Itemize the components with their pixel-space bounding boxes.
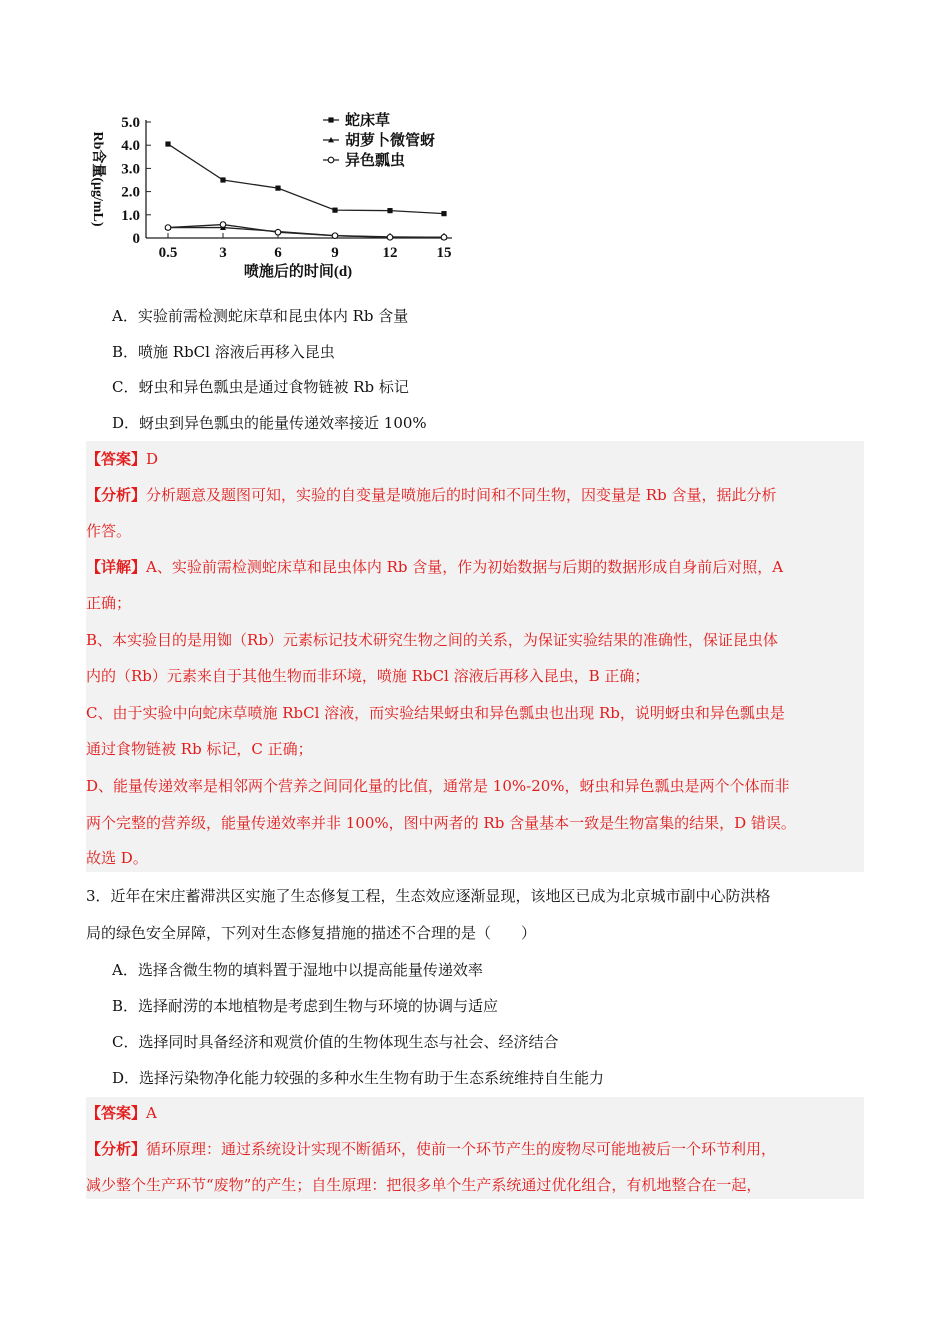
legend-marker-circle xyxy=(328,157,334,163)
q2-answer-line xyxy=(86,448,158,470)
x-tick-label: 12 xyxy=(382,245,398,261)
q2-detail-line-7: D、能量传递效率是相邻两个营养之间同化量的比值，通常是 10%-20%，蚜虫和异色瓢虫是两个个体而非 xyxy=(86,777,790,795)
analysis-text: 循环原理：通过系统设计实现不断循环，使前一个环节产生的废物尽可能地被后一个环节利用， xyxy=(146,1140,777,1158)
q3-answer-block xyxy=(86,1097,864,1199)
rb-content-line-chart xyxy=(80,104,470,289)
q3-option-a: A．选择含微生物的填料置于湿地中以提高能量传递效率 xyxy=(112,961,483,979)
x-tick-label: 15 xyxy=(436,245,452,261)
legend-marker-square xyxy=(328,117,333,122)
q2-detail-line-6: 通过食物链被 Rb 标记，C 正确； xyxy=(86,740,313,758)
q2-detail-line-1 xyxy=(86,556,783,578)
q3-answer-line xyxy=(86,1102,157,1124)
series-line xyxy=(168,225,444,238)
q2-detail-line-2: 正确； xyxy=(86,594,132,612)
data-point-square xyxy=(387,208,392,213)
data-point-square xyxy=(220,177,225,182)
q2-analysis-line xyxy=(86,484,776,506)
y-tick-label: 3.0 xyxy=(121,161,140,178)
x-tick-label: 3 xyxy=(219,245,227,261)
q3-stem-line-1: 3．近年在宋庄蓄滞洪区实施了生态修复工程，生态效应逐渐显现，该地区已成为北京城市副中心防洪格 xyxy=(86,887,771,905)
answer-tag: 【答案】 xyxy=(86,1104,147,1122)
data-point-circle xyxy=(441,235,447,241)
q3-stem-line-2: 局的绿色安全屏障，下列对生态修复措施的描述不合理的是（ ） xyxy=(86,924,537,942)
analysis-tag: 【分析】 xyxy=(86,486,147,504)
analysis-text: 分析题意及题图可知，实验的自变量是喷施后的时间和不同生物，因变量是 Rb 含量，据此分析 xyxy=(146,486,777,504)
analysis-tag: 【分析】 xyxy=(86,1140,147,1158)
q3-option-d: D．选择污染物净化能力较强的多种水生生物有助于生态系统维持自生能力 xyxy=(112,1069,605,1087)
q2-detail-line-8: 两个完整的营养级，能量传递效率并非 100%，图中两者的 Rb 含量基本一致是生物富集的结果，D 错误。 xyxy=(86,814,796,832)
y-tick-label: 2.0 xyxy=(121,184,140,201)
x-tick-label: 9 xyxy=(331,245,339,261)
x-axis-label: 喷施后的时间(d) xyxy=(243,264,353,280)
data-point-circle xyxy=(332,233,338,239)
q2-option-b: B．喷施 RbCl 溶液后再移入昆虫 xyxy=(112,343,335,361)
q2-option-c: C．蚜虫和异色瓢虫是通过食物链被 Rb 标记 xyxy=(112,378,409,396)
legend-label: 蛇床草 xyxy=(345,113,391,129)
y-tick-label: 0 xyxy=(132,231,140,247)
q2-option-a: A．实验前需检测蛇床草和昆虫体内 Rb 含量 xyxy=(112,307,409,325)
answer-value: D xyxy=(146,450,159,468)
data-point-circle xyxy=(387,235,393,241)
q2-detail-line-3: B、本实验目的是用铷（Rb）元素标记技术研究生物之间的关系，为保证实验结果的准确性，保证昆虫体 xyxy=(86,631,778,649)
q2-analysis-line-2: 作答。 xyxy=(86,522,132,540)
series-line xyxy=(168,228,444,238)
y-tick-label: 4.0 xyxy=(121,138,140,155)
data-point-circle xyxy=(220,222,226,228)
x-tick-label: 6 xyxy=(274,245,282,261)
data-point-circle xyxy=(165,225,171,231)
legend-label: 异色瓢虫 xyxy=(345,153,406,169)
legend-label: 胡萝卜微管蚜 xyxy=(345,133,436,149)
y-axis-label: Rb含量(μg/mL) xyxy=(90,131,105,227)
q3-analysis-line-1 xyxy=(86,1138,776,1160)
data-point-square xyxy=(275,186,280,191)
answer-tag: 【答案】 xyxy=(86,450,147,468)
y-tick-label: 5.0 xyxy=(121,115,140,131)
q2-answer-block xyxy=(86,441,864,872)
detail-text: A、实验前需检测蛇床草和昆虫体内 Rb 含量，作为初始数据与后期的数据形成自身前后对照，A xyxy=(146,558,784,576)
q2-option-d: D．蚜虫到异色瓢虫的能量传递效率接近 100% xyxy=(112,414,427,432)
y-tick-label: 1.0 xyxy=(121,207,140,224)
detail-tag: 【详解】 xyxy=(86,558,147,576)
answer-value: A xyxy=(146,1104,157,1122)
data-point-square xyxy=(165,141,170,146)
data-point-square xyxy=(332,208,337,213)
q2-detail-line-5: C、由于实验中向蛇床草喷施 RbCl 溶液，而实验结果蚜虫和异色瓢虫也出现 Rb，说明蚜虫和异色瓢虫是 xyxy=(86,704,785,722)
x-tick-label: 0.5 xyxy=(158,245,178,261)
q3-analysis-line-2: 减少整个生产环节“废物”的产生；自生原理：把很多单个生产系统通过优化组合，有机地整合在一起， xyxy=(86,1176,762,1194)
data-point-square xyxy=(441,211,446,216)
q3-option-b: B．选择耐涝的本地植物是考虑到生物与环境的协调与适应 xyxy=(112,997,499,1015)
q2-detail-line-4: 内的（Rb）元素来自于其他生物而非环境，喷施 RbCl 溶液后再移入昆虫，B 正确； xyxy=(86,667,650,685)
data-point-circle xyxy=(275,229,281,235)
q2-detail-line-9: 故选 D。 xyxy=(86,849,148,867)
q3-option-c: C．选择同时具备经济和观赏价值的生物体现生态与社会、经济结合 xyxy=(112,1033,559,1051)
